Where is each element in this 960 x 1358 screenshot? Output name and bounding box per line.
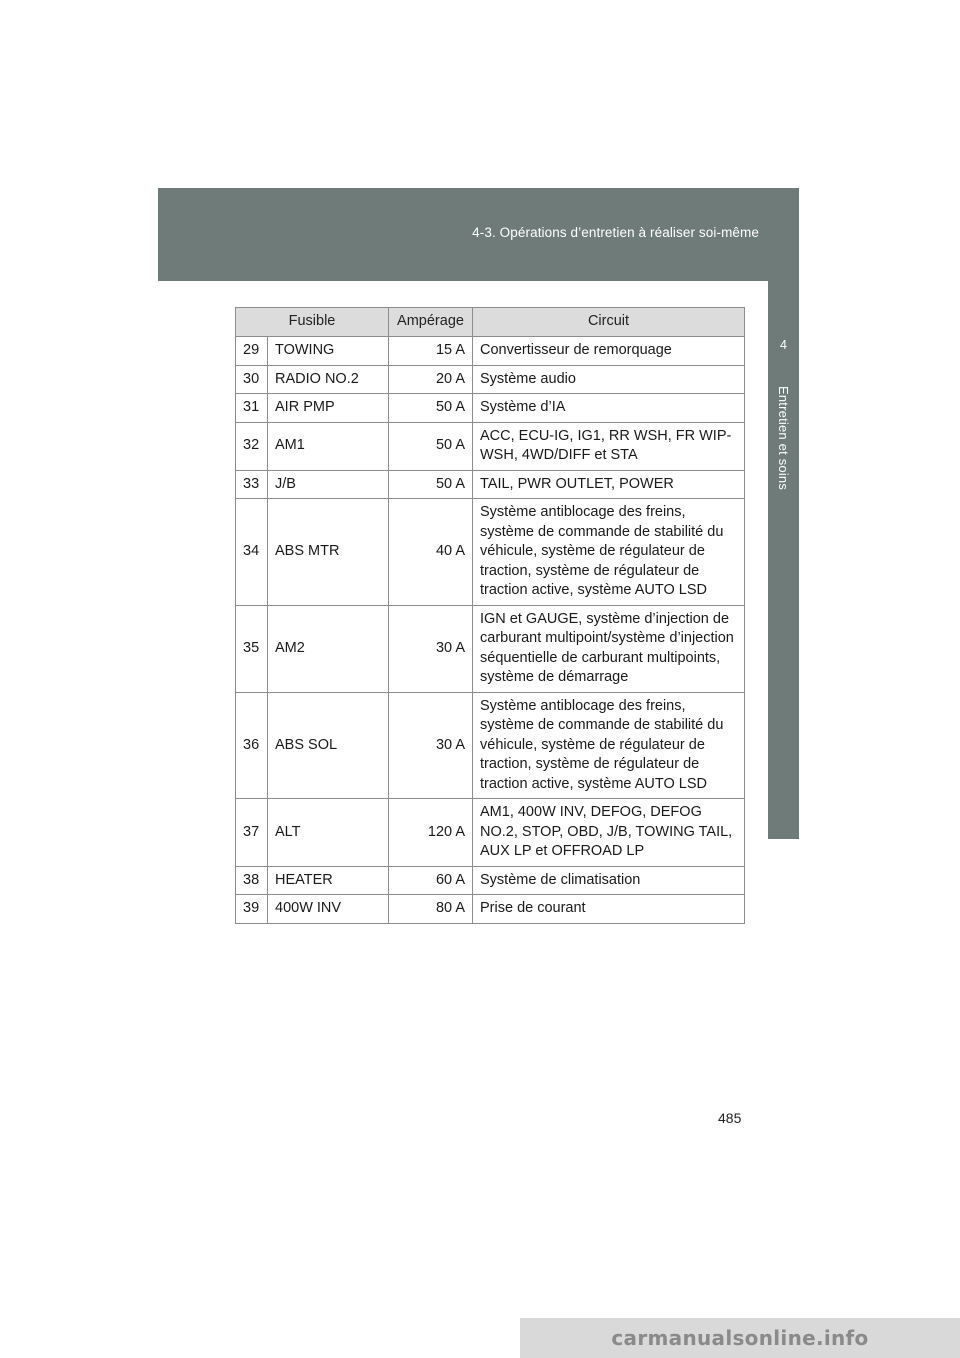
fuse-number: 34 [236, 499, 268, 606]
header-fusible: Fusible [236, 308, 389, 337]
fuse-number: 33 [236, 470, 268, 499]
fuse-amperage: 30 A [389, 692, 473, 799]
fuse-table-body [236, 337, 745, 924]
fuse-name: RADIO NO.2 [268, 365, 389, 394]
fuse-number: 38 [236, 866, 268, 895]
fuse-circuit: Système d’IA [473, 394, 745, 423]
table-row [236, 394, 745, 423]
fuse-amperage: 120 A [389, 799, 473, 867]
fuse-number: 36 [236, 692, 268, 799]
fuse-name: J/B [268, 470, 389, 499]
chapter-label: Entretien et soins [776, 386, 791, 491]
table-row [236, 422, 745, 470]
table-row [236, 866, 745, 895]
table-row [236, 365, 745, 394]
page-number: 485 [718, 1110, 742, 1126]
fuse-table [235, 307, 745, 924]
table-row [236, 799, 745, 867]
fuse-number: 29 [236, 337, 268, 366]
fuse-name: AM2 [268, 605, 389, 692]
fuse-circuit: TAIL, PWR OUTLET, POWER [473, 470, 745, 499]
table-header-row [236, 308, 745, 337]
table-row [236, 605, 745, 692]
header-amperage: Ampérage [389, 308, 473, 337]
chapter-side-tab [768, 281, 799, 839]
fuse-circuit: IGN et GAUGE, système d’injection de carburant multipoint/système d’injection séquentielle de carburant multipoints, système de démarrage [473, 605, 745, 692]
fuse-amperage: 40 A [389, 499, 473, 606]
fuse-circuit: Système antiblocage des freins, système de commande de stabilité du véhicule, système de régulateur de traction, système de régulateur de traction active, système AUTO LSD [473, 692, 745, 799]
fuse-circuit: Système audio [473, 365, 745, 394]
fuse-name: AIR PMP [268, 394, 389, 423]
section-title: 4-3. Opérations d’entretien à réaliser soi-même [472, 225, 759, 240]
fuse-circuit: Convertisseur de remorquage [473, 337, 745, 366]
header-band [158, 188, 799, 281]
fuse-name: 400W INV [268, 895, 389, 924]
fuse-name: HEATER [268, 866, 389, 895]
table-row [236, 337, 745, 366]
fuse-amperage: 50 A [389, 470, 473, 499]
table-row [236, 692, 745, 799]
fuse-number: 37 [236, 799, 268, 867]
table-row [236, 895, 745, 924]
fuse-name: ABS SOL [268, 692, 389, 799]
chapter-number: 4 [780, 338, 787, 352]
fuse-number: 32 [236, 422, 268, 470]
fuse-amperage: 80 A [389, 895, 473, 924]
fuse-amperage: 50 A [389, 422, 473, 470]
fuse-number: 30 [236, 365, 268, 394]
fuse-amperage: 20 A [389, 365, 473, 394]
fuse-circuit: ACC, ECU-IG, IG1, RR WSH, FR WIP-WSH, 4WD/DIFF et STA [473, 422, 745, 470]
fuse-name: ALT [268, 799, 389, 867]
fuse-amperage: 30 A [389, 605, 473, 692]
fuse-circuit: Système antiblocage des freins, système de commande de stabilité du véhicule, système de régulateur de traction, système de régulateur de traction active, système AUTO LSD [473, 499, 745, 606]
watermark-logo: carmanualsonline.info [520, 1318, 960, 1358]
fuse-number: 35 [236, 605, 268, 692]
fuse-circuit: AM1, 400W INV, DEFOG, DEFOG NO.2, STOP, OBD, J/B, TOWING TAIL, AUX LP et OFFROAD LP [473, 799, 745, 867]
fuse-name: TOWING [268, 337, 389, 366]
fuse-name: AM1 [268, 422, 389, 470]
fuse-amperage: 15 A [389, 337, 473, 366]
fuse-name: ABS MTR [268, 499, 389, 606]
fuse-number: 39 [236, 895, 268, 924]
table-row [236, 499, 745, 606]
fuse-amperage: 60 A [389, 866, 473, 895]
fuse-circuit: Prise de courant [473, 895, 745, 924]
fuse-number: 31 [236, 394, 268, 423]
table-row [236, 470, 745, 499]
fuse-circuit: Système de climatisation [473, 866, 745, 895]
fuse-amperage: 50 A [389, 394, 473, 423]
header-circuit: Circuit [473, 308, 745, 337]
